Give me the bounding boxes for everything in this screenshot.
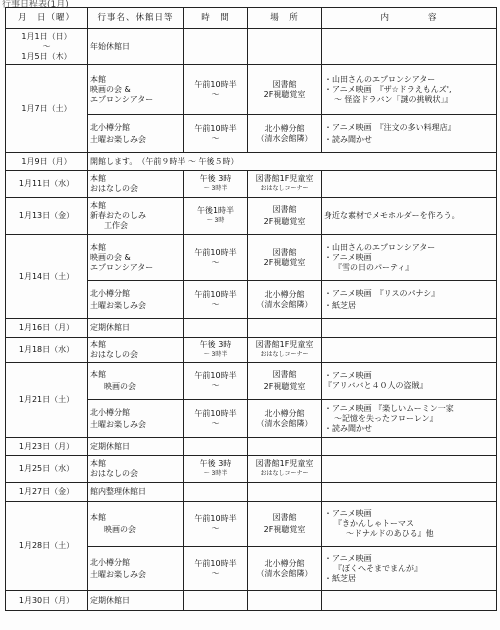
event-venue: 本館 <box>90 174 106 183</box>
content-line: ～ 怪盗ドラバン「謎の挑戦状」』 <box>334 94 453 104</box>
date-end: 1月5日（木） <box>21 51 72 61</box>
place-room: おはなしコーナー <box>260 470 309 477</box>
time-end: ～ 3時 <box>206 217 225 224</box>
event-name: 土曜お楽しみ会 <box>90 569 146 579</box>
time-cell <box>184 363 248 400</box>
content-line: ・アニメ映画 『楽しいムーミン一家 <box>324 403 454 413</box>
event-cell: 館内整理休館日 <box>88 483 184 502</box>
place-room: 2F視聴覚室 <box>263 89 306 99</box>
time-start: 午前10時半 <box>194 514 237 523</box>
content-cell <box>322 456 497 483</box>
content-line: ・アニメ映画 <box>324 371 372 380</box>
schedule-table <box>5 7 497 611</box>
event-name: 土曜お楽しみ会 <box>90 300 146 310</box>
content-line: 『きかんしゃトーマス <box>334 519 414 528</box>
event-cell <box>88 115 184 153</box>
table-row <box>6 171 497 198</box>
time-cell <box>184 235 248 281</box>
place-room: （清水会館隣） <box>256 418 313 428</box>
event-cell <box>88 171 184 198</box>
event-venue: 本館 <box>90 370 106 379</box>
event-cell <box>88 363 184 400</box>
event-name: エプロンシアター <box>90 262 154 272</box>
date-cell: 1月25日（水） <box>6 456 88 483</box>
event-cell <box>88 456 184 483</box>
place-name: 北小樽分館 <box>264 408 305 418</box>
place-name: 図書館1F児童室 <box>255 174 314 183</box>
table-row <box>6 153 497 171</box>
place-name: 図書館 <box>272 205 297 214</box>
time-start: 午前10時半 <box>194 558 237 568</box>
content-cell <box>322 281 497 319</box>
time-cell <box>184 483 248 502</box>
time-cell <box>184 438 248 456</box>
content-cell <box>322 547 497 591</box>
event-venue: 本館 <box>90 340 106 349</box>
header-content: 内 容 <box>322 8 497 29</box>
content-line: ・アニメ映画 『リスのパナシ』 <box>324 288 440 298</box>
time-cell <box>184 171 248 198</box>
event-cell <box>88 400 184 438</box>
table-row <box>6 29 497 65</box>
content-cell <box>322 319 497 338</box>
time-cell <box>184 400 248 438</box>
table-row <box>6 438 497 456</box>
place-cell <box>248 115 322 153</box>
place-name: 北小樽分館 <box>264 123 305 133</box>
place-cell <box>248 591 322 611</box>
content-cell <box>322 338 497 363</box>
place-cell <box>248 502 322 547</box>
table-row <box>6 198 497 235</box>
place-name: 図書館 <box>272 513 297 522</box>
content-cell <box>322 235 497 281</box>
event-cell: 定期休館日 <box>88 438 184 456</box>
place-cell <box>248 483 322 502</box>
place-cell <box>248 547 322 591</box>
place-name: 図書館 <box>272 247 297 257</box>
content-line: ・読み聞かせ <box>324 134 372 144</box>
place-name: 図書館 <box>272 370 297 379</box>
place-cell <box>248 363 322 400</box>
event-name: 新春おたのしみ <box>90 211 146 220</box>
date-start: 1月1日（日） <box>21 31 72 41</box>
content-line: ・紙芝居 <box>324 300 356 310</box>
content-cell <box>322 400 497 438</box>
event-cell: 開館します。 （午前９時半 ～ 午後５時） <box>88 153 497 171</box>
time-end: ～ 3時半 <box>203 470 228 477</box>
place-name: 図書館 <box>272 79 297 89</box>
header-place: 場 所 <box>248 8 322 29</box>
header-time: 時 間 <box>184 8 248 29</box>
event-venue: 本館 <box>90 459 106 468</box>
event-cell <box>88 65 184 115</box>
place-room: おはなしコーナー <box>260 351 309 358</box>
event-name: 映画の会 <box>104 382 136 391</box>
event-name: 土曜お楽しみ会 <box>90 134 146 144</box>
event-venue: 本館 <box>90 201 106 210</box>
date-cell: 1月27日（金） <box>6 483 88 502</box>
table-row <box>6 235 497 281</box>
table-row <box>6 456 497 483</box>
time-cell <box>184 338 248 363</box>
time-cell <box>184 591 248 611</box>
event-cell <box>88 198 184 235</box>
time-cell <box>184 547 248 591</box>
date-cell: 1月28日（土） <box>6 502 88 591</box>
content-cell <box>322 65 497 115</box>
event-venue: 本館 <box>90 74 106 84</box>
content-line: 『アリババと４０人の盗賊』 <box>324 381 428 390</box>
date-cell: 1月30日（月） <box>6 591 88 611</box>
place-room: 2F視聴覚室 <box>263 382 306 391</box>
event-cell: 定期休館日 <box>88 591 184 611</box>
time-start: 午後 3時 <box>199 340 232 349</box>
time-start: 午後1時半 <box>196 206 235 215</box>
content-line: ・アニメ映画 『ザ☆ドラえもんズ', <box>324 84 452 94</box>
time-start: 午後 3時 <box>199 459 232 468</box>
table-row <box>6 363 497 400</box>
time-cell <box>184 115 248 153</box>
content-line: ・読み聞かせ <box>324 423 372 433</box>
time-cell <box>184 198 248 235</box>
time-cell <box>184 502 248 547</box>
time-tilde: ～ <box>211 524 220 533</box>
place-cell <box>248 29 322 65</box>
date-cell: 1月16日（月） <box>6 319 88 338</box>
header-event: 行事名、休館日等 <box>88 8 184 29</box>
event-name: 土曜お楽しみ会 <box>90 419 146 429</box>
date-cell: 1月23日（月） <box>6 438 88 456</box>
event-venue: 本館 <box>90 513 106 522</box>
content-cell <box>322 29 497 65</box>
place-cell <box>248 338 322 363</box>
place-cell <box>248 400 322 438</box>
place-room: 2F視聴覚室 <box>263 257 306 267</box>
time-cell <box>184 29 248 65</box>
time-start: 午前10時半 <box>194 371 237 380</box>
page-caption: 行事日程表(1月) <box>2 0 69 10</box>
event-cell <box>88 502 184 547</box>
event-name: 映画の会 & <box>90 84 131 94</box>
content-cell <box>322 171 497 198</box>
date-tilde: ～ <box>42 41 51 51</box>
place-name: 北小樽分館 <box>264 289 305 299</box>
event-name: おはなしの会 <box>90 469 138 478</box>
time-start: 午前10時半 <box>194 247 237 257</box>
table-row <box>6 65 497 115</box>
time-start: 午前10時半 <box>194 79 237 89</box>
content-line: 『ぼくへそまでまんが』 <box>334 563 422 573</box>
place-cell <box>248 65 322 115</box>
place-name: 図書館1F児童室 <box>255 340 314 349</box>
place-cell <box>248 456 322 483</box>
content-line: ・紙芝居 <box>324 573 356 583</box>
event-venue: 北小樽分館 <box>90 407 130 417</box>
time-start: 午前10時半 <box>194 123 237 133</box>
place-cell <box>248 438 322 456</box>
place-name: 図書館1F児童室 <box>255 459 314 468</box>
place-cell <box>248 171 322 198</box>
event-cell <box>88 235 184 281</box>
event-venue: 北小樽分館 <box>90 288 130 298</box>
date-cell: 1月11日（水） <box>6 171 88 198</box>
time-cell <box>184 319 248 338</box>
event-venue: 本館 <box>90 242 106 252</box>
event-name: エプロンシアター <box>90 94 154 104</box>
header-row <box>6 8 497 29</box>
place-room: 2F視聴覚室 <box>263 217 306 226</box>
event-venue: 北小樽分館 <box>90 557 130 567</box>
content-cell <box>322 363 497 400</box>
content-cell <box>322 591 497 611</box>
place-room: （清水会館隣） <box>256 299 313 309</box>
place-name: 北小樽分館 <box>264 558 305 568</box>
time-tilde: ～ <box>211 257 220 267</box>
content-line: ・アニメ映画 <box>324 252 372 262</box>
date-cell: 1月21日（土） <box>6 363 88 438</box>
place-room: 2F視聴覚室 <box>263 525 306 534</box>
date-cell: 1月14日（土） <box>6 235 88 319</box>
table-row <box>6 591 497 611</box>
time-cell <box>184 456 248 483</box>
time-start: 午前10時半 <box>194 289 237 299</box>
time-start: 午前10時半 <box>194 408 237 418</box>
date-cell: 1月18日（水） <box>6 338 88 363</box>
time-end: ～ 3時半 <box>203 351 228 358</box>
place-room: おはなしコーナー <box>260 185 309 192</box>
time-cell <box>184 65 248 115</box>
content-line: ～記憶を失ったフローレン』 <box>334 413 438 423</box>
content-line: 『雪の日のパーティ』 <box>334 262 414 272</box>
event-cell: 定期休館日 <box>88 319 184 338</box>
content-line: ・アニメ映画 <box>324 553 372 563</box>
content-cell: 身近な素材でメモホルダーを作ろう。 <box>322 198 497 235</box>
time-tilde: ～ <box>211 418 220 428</box>
date-cell: 1月13日（金） <box>6 198 88 235</box>
date-cell: 1月9日（月） <box>6 153 88 171</box>
content-cell <box>322 483 497 502</box>
event-name: 映画の会 <box>104 525 136 534</box>
place-cell <box>248 281 322 319</box>
place-cell <box>248 235 322 281</box>
event-cell <box>88 338 184 363</box>
event-name: おはなしの会 <box>90 184 138 193</box>
table-row <box>6 319 497 338</box>
time-cell <box>184 281 248 319</box>
place-cell <box>248 198 322 235</box>
event-name: 映画の会 & <box>90 252 131 262</box>
table-row <box>6 502 497 547</box>
event-name: 工作会 <box>104 221 128 230</box>
table-row <box>6 338 497 363</box>
place-cell <box>248 319 322 338</box>
event-name: おはなしの会 <box>90 350 138 359</box>
event-venue: 北小樽分館 <box>90 122 130 132</box>
time-tilde: ～ <box>211 381 220 390</box>
event-cell <box>88 281 184 319</box>
content-line: ・アニメ映画 『注文の多い料理店』 <box>324 122 456 132</box>
content-line: ・アニメ映画 <box>324 509 372 518</box>
time-tilde: ～ <box>211 133 220 143</box>
content-cell <box>322 438 497 456</box>
content-cell <box>322 502 497 547</box>
content-line: ・山田さんのエプロンシアター <box>324 74 436 84</box>
date-cell: 1月7日（土） <box>6 65 88 153</box>
time-tilde: ～ <box>211 299 220 309</box>
event-cell <box>88 547 184 591</box>
place-room: （清水会館隣） <box>256 133 313 143</box>
time-end: ～ 3時半 <box>203 185 228 192</box>
content-line: ～ドナルドのあひる』他 <box>346 529 434 538</box>
content-line: ・山田さんのエプロンシアター <box>324 242 436 252</box>
time-tilde: ～ <box>211 568 220 578</box>
event-cell: 年始休館日 <box>88 29 184 65</box>
header-date: 月 日（曜） <box>6 8 88 29</box>
place-room: （清水会館隣） <box>256 568 313 578</box>
time-start: 午後 3時 <box>199 174 232 183</box>
date-cell <box>6 29 88 65</box>
table-row <box>6 483 497 502</box>
content-cell <box>322 115 497 153</box>
time-tilde: ～ <box>211 89 220 99</box>
